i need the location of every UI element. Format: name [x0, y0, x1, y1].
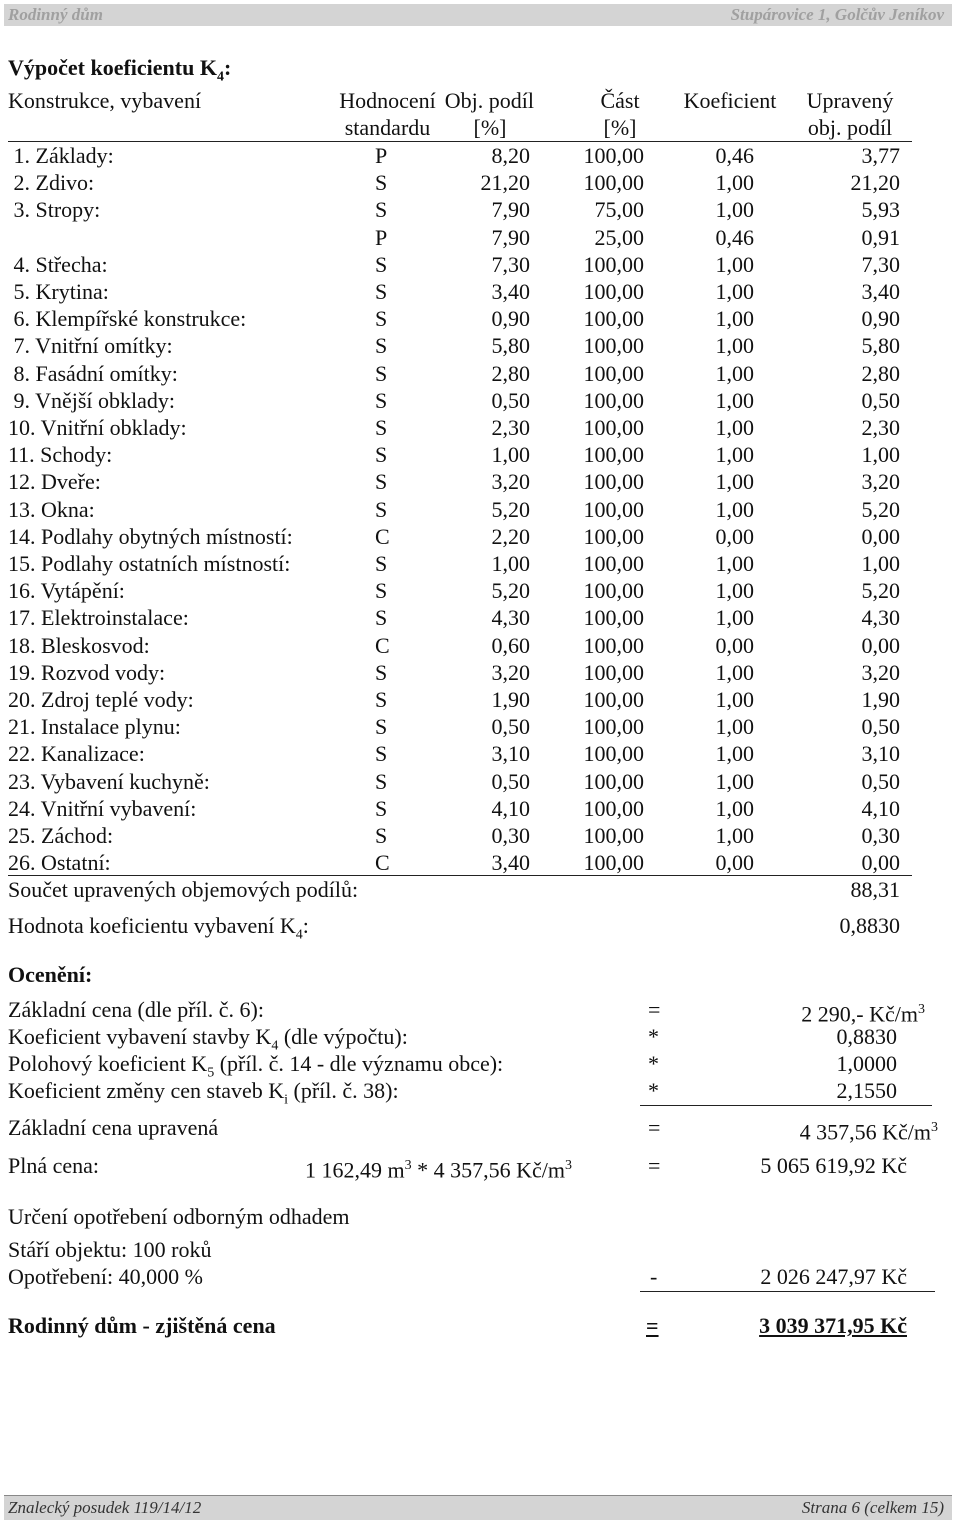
col-std-header-1: Hodnocení — [339, 88, 436, 113]
cell-adj: 0,50 — [861, 388, 900, 413]
cell-obj: 1,90 — [491, 687, 530, 712]
cell-obj: 5,20 — [491, 497, 530, 522]
cell-std: C — [375, 524, 390, 549]
cell-adj: 4,10 — [861, 796, 900, 821]
cell-std: P — [375, 143, 388, 168]
cell-name: 20. Zdroj teplé vody: — [8, 687, 194, 712]
ki-coef-value: 2,1550 — [836, 1078, 897, 1103]
cell-obj: 0,50 — [491, 714, 530, 739]
cell-obj: 5,20 — [491, 578, 530, 603]
cell-obj: 0,50 — [491, 769, 530, 794]
cell-name: 9. Vnější obklady: — [8, 388, 176, 413]
cell-std: S — [375, 442, 388, 467]
cell-coef: 1,00 — [715, 796, 754, 821]
cell-obj: 5,80 — [491, 333, 530, 358]
cell-adj: 0,50 — [861, 769, 900, 794]
cell-adj: 2,30 — [861, 415, 900, 440]
cell-obj: 2,80 — [491, 361, 530, 386]
cell-name: 22. Kanalizace: — [8, 741, 145, 766]
cell-name: 5. Krytina: — [8, 279, 109, 304]
cell-obj: 2,20 — [491, 524, 530, 549]
col-obj-header-1: Obj. podíl — [444, 88, 534, 113]
cell-name: 23. Vybavení kuchyně: — [8, 769, 210, 794]
cell-name: 14. Podlahy obytných místností: — [8, 524, 293, 549]
k4-coef-value: 0,8830 — [836, 1024, 897, 1049]
cell-obj: 7,90 — [491, 197, 530, 222]
cell-obj: 2,30 — [491, 415, 530, 440]
cell-name: 7. Vnitřní omítky: — [8, 333, 173, 358]
header-rule — [8, 141, 912, 142]
cell-std: S — [375, 796, 388, 821]
cell-part: 100,00 — [583, 306, 644, 331]
cell-coef: 1,00 — [715, 741, 754, 766]
footer-right: Strana 6 (celkem 15) — [801, 1498, 944, 1517]
cell-coef: 1,00 — [715, 252, 754, 277]
cell-coef: 1,00 — [715, 605, 754, 630]
cell-name: 13. Okna: — [8, 497, 95, 522]
col-name-header: Konstrukce, vybavení — [8, 88, 202, 113]
object-age: Stáří objektu: 100 roků — [8, 1237, 212, 1262]
cell-name: 10. Vnitřní obklady: — [8, 415, 187, 440]
result-op: = — [646, 1313, 659, 1338]
cell-name: 6. Klempířské konstrukce: — [8, 306, 247, 331]
cell-adj: 3,20 — [861, 469, 900, 494]
base-price-value: 2 290,- $Kč/m^3$ — [801, 1001, 925, 1027]
cell-coef: 1,00 — [715, 333, 754, 358]
cell-part: 100,00 — [583, 497, 644, 522]
cell-obj: 0,30 — [491, 823, 530, 848]
cell-obj: 4,10 — [491, 796, 530, 821]
k5-coef-op: * — [648, 1051, 659, 1076]
cell-coef: 1,00 — [715, 714, 754, 739]
base-price-label: Základní cena (dle příl. č. 6): — [8, 997, 264, 1022]
cell-part: 100,00 — [583, 469, 644, 494]
cell-adj: 0,90 — [861, 306, 900, 331]
cell-obj: 3,40 — [491, 850, 530, 875]
cell-std: S — [375, 306, 388, 331]
cell-adj: 0,00 — [861, 524, 900, 549]
cell-std: S — [375, 578, 388, 603]
cell-coef: 1,00 — [715, 388, 754, 413]
full-price-op: = — [648, 1153, 661, 1178]
cell-name: 4. Střecha: — [8, 252, 108, 277]
wear-rule — [640, 1291, 935, 1292]
cell-name: 1. Základy: — [8, 143, 114, 168]
page-footer — [4, 1495, 952, 1520]
page-header — [4, 4, 952, 26]
cell-std: S — [375, 170, 388, 195]
cell-std: S — [375, 252, 388, 277]
cell-std: S — [375, 469, 388, 494]
cell-name: 15. Podlahy ostatních místností: — [8, 551, 291, 576]
cell-adj: 4,30 — [861, 605, 900, 630]
cell-part: 100,00 — [583, 687, 644, 712]
cell-coef: 1,00 — [715, 469, 754, 494]
cell-obj: 3,20 — [491, 469, 530, 494]
cell-std: S — [375, 361, 388, 386]
cell-std: S — [375, 388, 388, 413]
cell-obj: 0,90 — [491, 306, 530, 331]
cell-coef: 1,00 — [715, 197, 754, 222]
col-part-header-2: [%] — [603, 115, 637, 140]
cell-std: S — [375, 415, 388, 440]
cell-adj: 3,40 — [861, 279, 900, 304]
cell-name: 11. Schody: — [8, 442, 113, 467]
k4-value: 0,8830 — [839, 913, 900, 938]
cell-part: 100,00 — [583, 823, 644, 848]
result-value: 3 039 371,95 Kč — [759, 1313, 907, 1338]
col-coef-header: Koeficient — [683, 88, 777, 113]
full-price-calc: 1 162,49 $m^3 * 4$ 357,56 $Kč/m^3$ — [305, 1157, 573, 1183]
cell-adj: 0,00 — [861, 633, 900, 658]
cell-std: S — [375, 741, 388, 766]
cell-name: 8. Fasádní omítky: — [8, 361, 178, 386]
cell-std: S — [375, 769, 388, 794]
cell-obj: 4,30 — [491, 605, 530, 630]
cell-name: 26. Ostatní: — [8, 850, 111, 875]
cell-name: 16. Vytápění: — [8, 578, 125, 603]
cell-name: 21. Instalace plynu: — [8, 714, 181, 739]
cell-part: 100,00 — [583, 741, 644, 766]
cell-coef: 1,00 — [715, 551, 754, 576]
cell-part: 100,00 — [583, 361, 644, 386]
cell-part: 100,00 — [583, 333, 644, 358]
cell-coef: 1,00 — [715, 687, 754, 712]
cell-std: S — [375, 605, 388, 630]
cell-adj: 1,00 — [861, 442, 900, 467]
cell-adj: 21,20 — [850, 170, 900, 195]
cell-coef: 1,00 — [715, 660, 754, 685]
cell-part: 100,00 — [583, 279, 644, 304]
cell-obj: 1,00 — [491, 442, 530, 467]
cell-coef: 0,00 — [715, 850, 754, 875]
cell-part: 100,00 — [583, 524, 644, 549]
cell-std: S — [375, 333, 388, 358]
wear-value: 2 026 247,97 Kč — [760, 1264, 907, 1289]
col-obj-header-2: [%] — [473, 115, 507, 140]
col-part-header-1: Část — [600, 88, 640, 113]
wear-title: Určení opotřebení odborným odhadem — [8, 1204, 350, 1229]
cell-adj: 3,20 — [861, 660, 900, 685]
cell-part: 100,00 — [583, 578, 644, 603]
cell-part: 100,00 — [583, 605, 644, 630]
cell-name: 24. Vnitřní vybavení: — [8, 796, 197, 821]
cell-adj: 3,77 — [861, 143, 900, 168]
cell-adj: 7,30 — [861, 252, 900, 277]
cell-adj: 0,50 — [861, 714, 900, 739]
full-price-label: Plná cena: — [8, 1153, 100, 1178]
cell-part: 100,00 — [583, 714, 644, 739]
cell-coef: 1,00 — [715, 279, 754, 304]
result-label: Rodinný dům - zjištěná cena — [8, 1313, 276, 1338]
cell-name: 17. Elektroinstalace: — [8, 605, 189, 630]
cell-obj: 8,20 — [491, 143, 530, 168]
cell-part: 100,00 — [583, 551, 644, 576]
adjusted-price-value: 4 357,56 $Kč/m^3$ — [799, 1119, 938, 1145]
cell-adj: 5,80 — [861, 333, 900, 358]
wear-label: Opotřebení: 40,000 % — [8, 1264, 203, 1289]
cell-std: P — [375, 225, 388, 250]
ki-coef-op: * — [648, 1078, 659, 1103]
cell-obj: 3,40 — [491, 279, 530, 304]
wear-op: - — [650, 1264, 658, 1289]
cell-adj: 5,20 — [861, 497, 900, 522]
cell-std: S — [375, 823, 388, 848]
cell-obj: 0,60 — [491, 633, 530, 658]
k5-coef-label: Polohový koeficient $K_5$ (příl. č. 14 - dle významu obce): — [8, 1051, 504, 1081]
cell-coef: 0,46 — [715, 225, 754, 250]
cell-coef: 1,00 — [715, 497, 754, 522]
cell-obj: 21,20 — [480, 170, 530, 195]
cell-adj: 1,90 — [861, 687, 900, 712]
cell-obj: 3,20 — [491, 660, 530, 685]
cell-adj: 0,00 — [861, 850, 900, 875]
cell-part: 100,00 — [583, 170, 644, 195]
cell-adj: 3,10 — [861, 741, 900, 766]
cell-coef: 1,00 — [715, 361, 754, 386]
col-adj-header-2: obj. podíl — [807, 115, 893, 140]
cell-part: 75,00 — [594, 197, 644, 222]
cell-coef: 1,00 — [715, 170, 754, 195]
cell-part: 100,00 — [583, 143, 644, 168]
sum-label: Součet upravených objemových podílů: — [8, 877, 359, 902]
cell-std: S — [375, 551, 388, 576]
cell-obj: 3,10 — [491, 741, 530, 766]
k5-coef-value: 1,0000 — [836, 1051, 897, 1076]
cell-coef: 1,00 — [715, 823, 754, 848]
cell-coef: 1,00 — [715, 442, 754, 467]
cell-part: 100,00 — [583, 633, 644, 658]
sum-value: 88,31 — [850, 877, 900, 902]
cell-part: 100,00 — [583, 415, 644, 440]
ki-coef-label: Koeficient změny cen staveb $K_i$ (příl. č. 38): — [8, 1078, 399, 1108]
cell-std: S — [375, 714, 388, 739]
cell-part: 100,00 — [583, 660, 644, 685]
k4-coef-label: Koeficient vybavení stavby $K_4$ (dle výpočtu): — [8, 1024, 408, 1054]
cell-obj: 7,30 — [491, 252, 530, 277]
cell-obj: 0,50 — [491, 388, 530, 413]
cell-part: 100,00 — [583, 388, 644, 413]
cell-part: 25,00 — [594, 225, 644, 250]
cell-adj: 5,20 — [861, 578, 900, 603]
cell-coef: 0,00 — [715, 633, 754, 658]
cell-part: 100,00 — [583, 252, 644, 277]
cell-std: S — [375, 497, 388, 522]
cell-name: 12. Dveře: — [8, 469, 101, 494]
cell-obj: 7,90 — [491, 225, 530, 250]
cell-coef: 1,00 — [715, 306, 754, 331]
cell-name: 18. Bleskosvod: — [8, 633, 150, 658]
cell-adj: 0,91 — [861, 225, 900, 250]
cell-adj: 5,93 — [861, 197, 900, 222]
full-price-value: 5 065 619,92 Kč — [760, 1153, 907, 1178]
cell-std: S — [375, 687, 388, 712]
cell-part: 100,00 — [583, 442, 644, 467]
cell-coef: 0,00 — [715, 524, 754, 549]
cell-name: 3. Stropy: — [8, 197, 101, 222]
cell-adj: 1,00 — [861, 551, 900, 576]
cell-coef: 0,46 — [715, 143, 754, 168]
cell-part: 100,00 — [583, 850, 644, 875]
footer-left: Znalecký posudek 119/14/12 — [8, 1498, 202, 1517]
valuation-title: Ocenění: — [8, 962, 93, 987]
col-adj-header-1: Upravený — [806, 88, 894, 113]
cell-name: 2. Zdivo: — [8, 170, 95, 195]
cell-std: C — [375, 633, 390, 658]
header-left: Rodinný dům — [8, 5, 103, 24]
cell-part: 100,00 — [583, 769, 644, 794]
base-price-op: = — [648, 997, 661, 1022]
cell-adj: 2,80 — [861, 361, 900, 386]
cell-name: 19. Rozvod vody: — [8, 660, 166, 685]
cell-coef: 1,00 — [715, 415, 754, 440]
cell-std: S — [375, 279, 388, 304]
col-std-header-2: standardu — [344, 115, 431, 140]
table-bottom-rule — [8, 875, 912, 876]
cell-std: S — [375, 660, 388, 685]
cell-coef: 1,00 — [715, 578, 754, 603]
cell-name: 25. Záchod: — [8, 823, 114, 848]
k4-coef-op: * — [648, 1024, 659, 1049]
cell-part: 100,00 — [583, 796, 644, 821]
k4-label: Hodnota koeficientu vybavení $K_4$: — [8, 913, 309, 943]
cell-adj: 0,30 — [861, 823, 900, 848]
adjusted-price-label: Základní cena upravená — [8, 1115, 219, 1140]
cell-std: C — [375, 850, 390, 875]
section-title: Výpočet koeficientu $K_4$: — [8, 55, 232, 85]
cell-coef: 1,00 — [715, 769, 754, 794]
cell-std: S — [375, 197, 388, 222]
coef-rule — [640, 1105, 932, 1106]
header-right: Stupárovice 1, Golčův Jeníkov — [730, 5, 944, 24]
cell-obj: 1,00 — [491, 551, 530, 576]
adjusted-price-op: = — [648, 1115, 661, 1140]
